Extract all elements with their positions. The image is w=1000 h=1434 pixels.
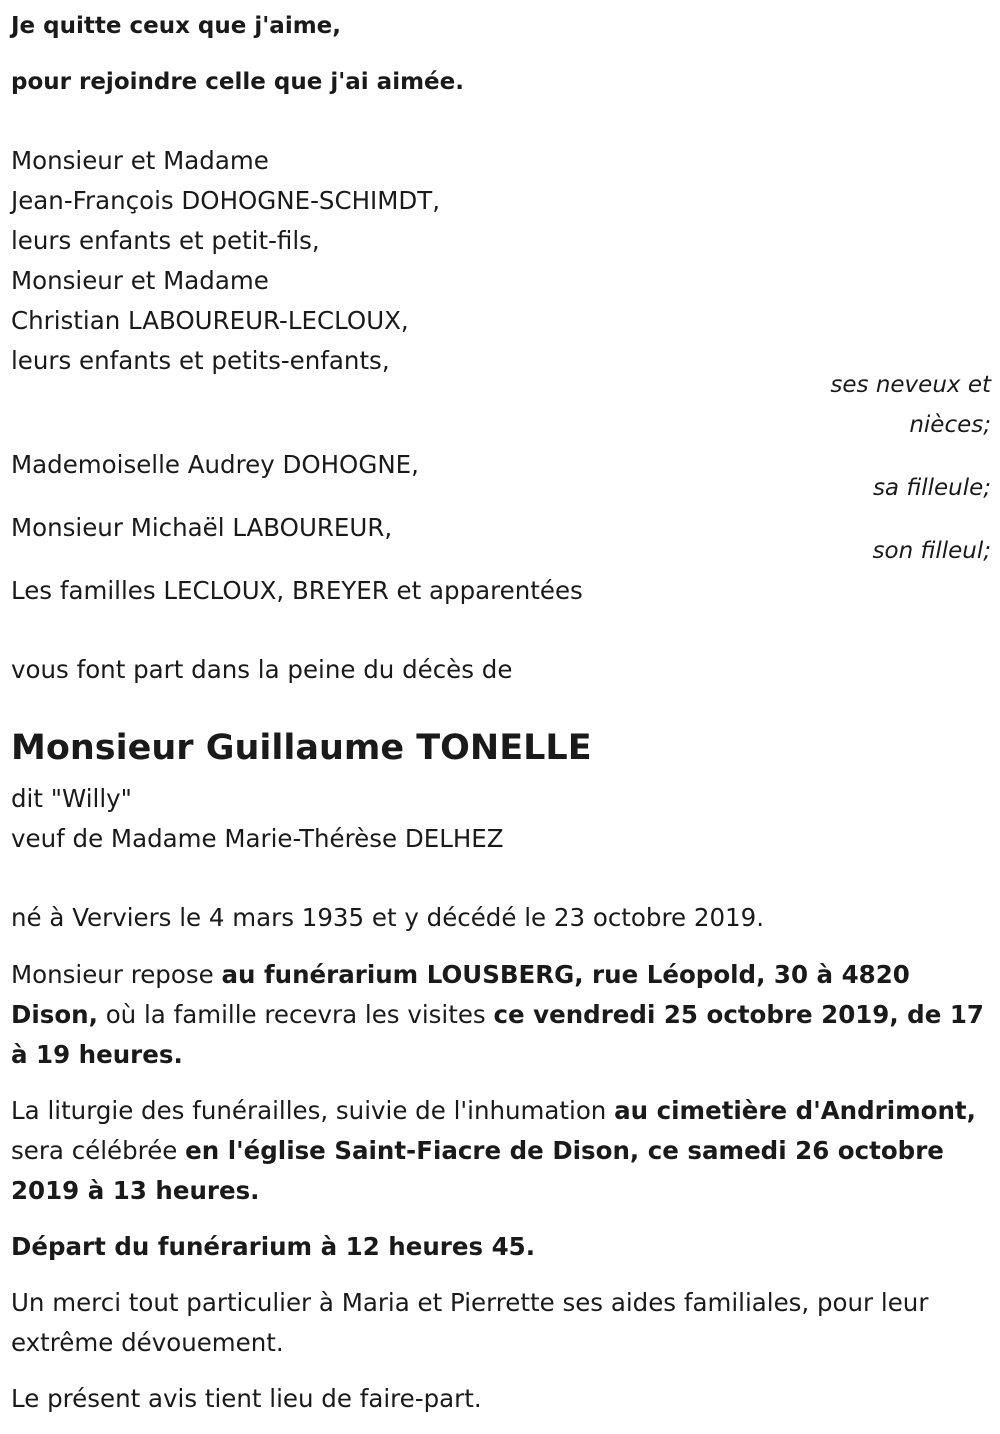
- visiting-hours: ce vendredi 25 octobre 2019, de 17 à 19 heures.: [11, 1000, 984, 1069]
- nephews-label-2: nièces;: [909, 412, 991, 438]
- resting-text-2: où la famille recevra les visites: [97, 1000, 494, 1029]
- thanks-paragraph: Un merci tout particulier à Maria et Pierrette ses aides familiales, pour leur extrême dévouement.: [11, 1288, 929, 1357]
- godson-label: son filleul;: [872, 538, 991, 564]
- epigraph-line-2: pour rejoindre celle que j'ai aimée.: [11, 69, 464, 95]
- resting-location: au funérarium LOUSBERG, rue Léopold, 30 à 4820 Dison,: [11, 960, 910, 1029]
- family-line: Monsieur et Madame: [11, 266, 269, 295]
- family-line: Monsieur et Madame: [11, 146, 269, 175]
- deceased-nickname: dit "Willy": [11, 784, 132, 813]
- nephews-label-1: ses neveux et: [830, 372, 991, 398]
- closing-line: Le présent avis tient lieu de faire-part.: [11, 1384, 482, 1413]
- resting-text: Monsieur repose: [11, 960, 222, 989]
- goddaughter-label: sa filleule;: [872, 475, 991, 501]
- family-line: Christian LABOUREUR-LECLOUX,: [11, 306, 409, 335]
- deceased-widower: veuf de Madame Marie-Thérèse DELHEZ: [11, 824, 504, 853]
- liturgy-text-2: sera célébrée: [11, 1136, 186, 1165]
- liturgy-text: La liturgie des funérailles, suivie de l'inhumation: [11, 1096, 615, 1125]
- liturgy-paragraph: [11, 1091, 993, 1211]
- goddaughter-name: Mademoiselle Audrey DOHOGNE,: [11, 450, 419, 479]
- family-line: leurs enfants et petits-enfants,: [11, 346, 390, 375]
- family-line: leurs enfants et petit-fils,: [11, 226, 320, 255]
- godson-name: Monsieur Michaël LABOUREUR,: [11, 513, 393, 542]
- epigraph-line-1: Je quitte ceux que j'aime,: [11, 13, 342, 39]
- family-line: Jean-François DOHOGNE-SCHIMDT,: [11, 186, 440, 215]
- birth-death-line: né à Verviers le 4 mars 1935 et y décédé le 23 octobre 2019.: [11, 903, 764, 932]
- deceased-name: Monsieur Guillaume TONELLE: [11, 728, 592, 768]
- church-ceremony: en l'église Saint-Fiacre de Dison, ce samedi 26 octobre 2019 à 13 heures.: [11, 1136, 944, 1205]
- departure-line: Départ du funérarium à 12 heures 45.: [11, 1232, 536, 1261]
- announcement: vous font part dans la peine du décès de: [11, 655, 513, 684]
- families-line: Les familles LECLOUX, BREYER et apparentées: [11, 576, 583, 605]
- cemetery-location: au cimetière d'Andrimont,: [614, 1096, 976, 1125]
- resting-paragraph: [11, 955, 993, 1075]
